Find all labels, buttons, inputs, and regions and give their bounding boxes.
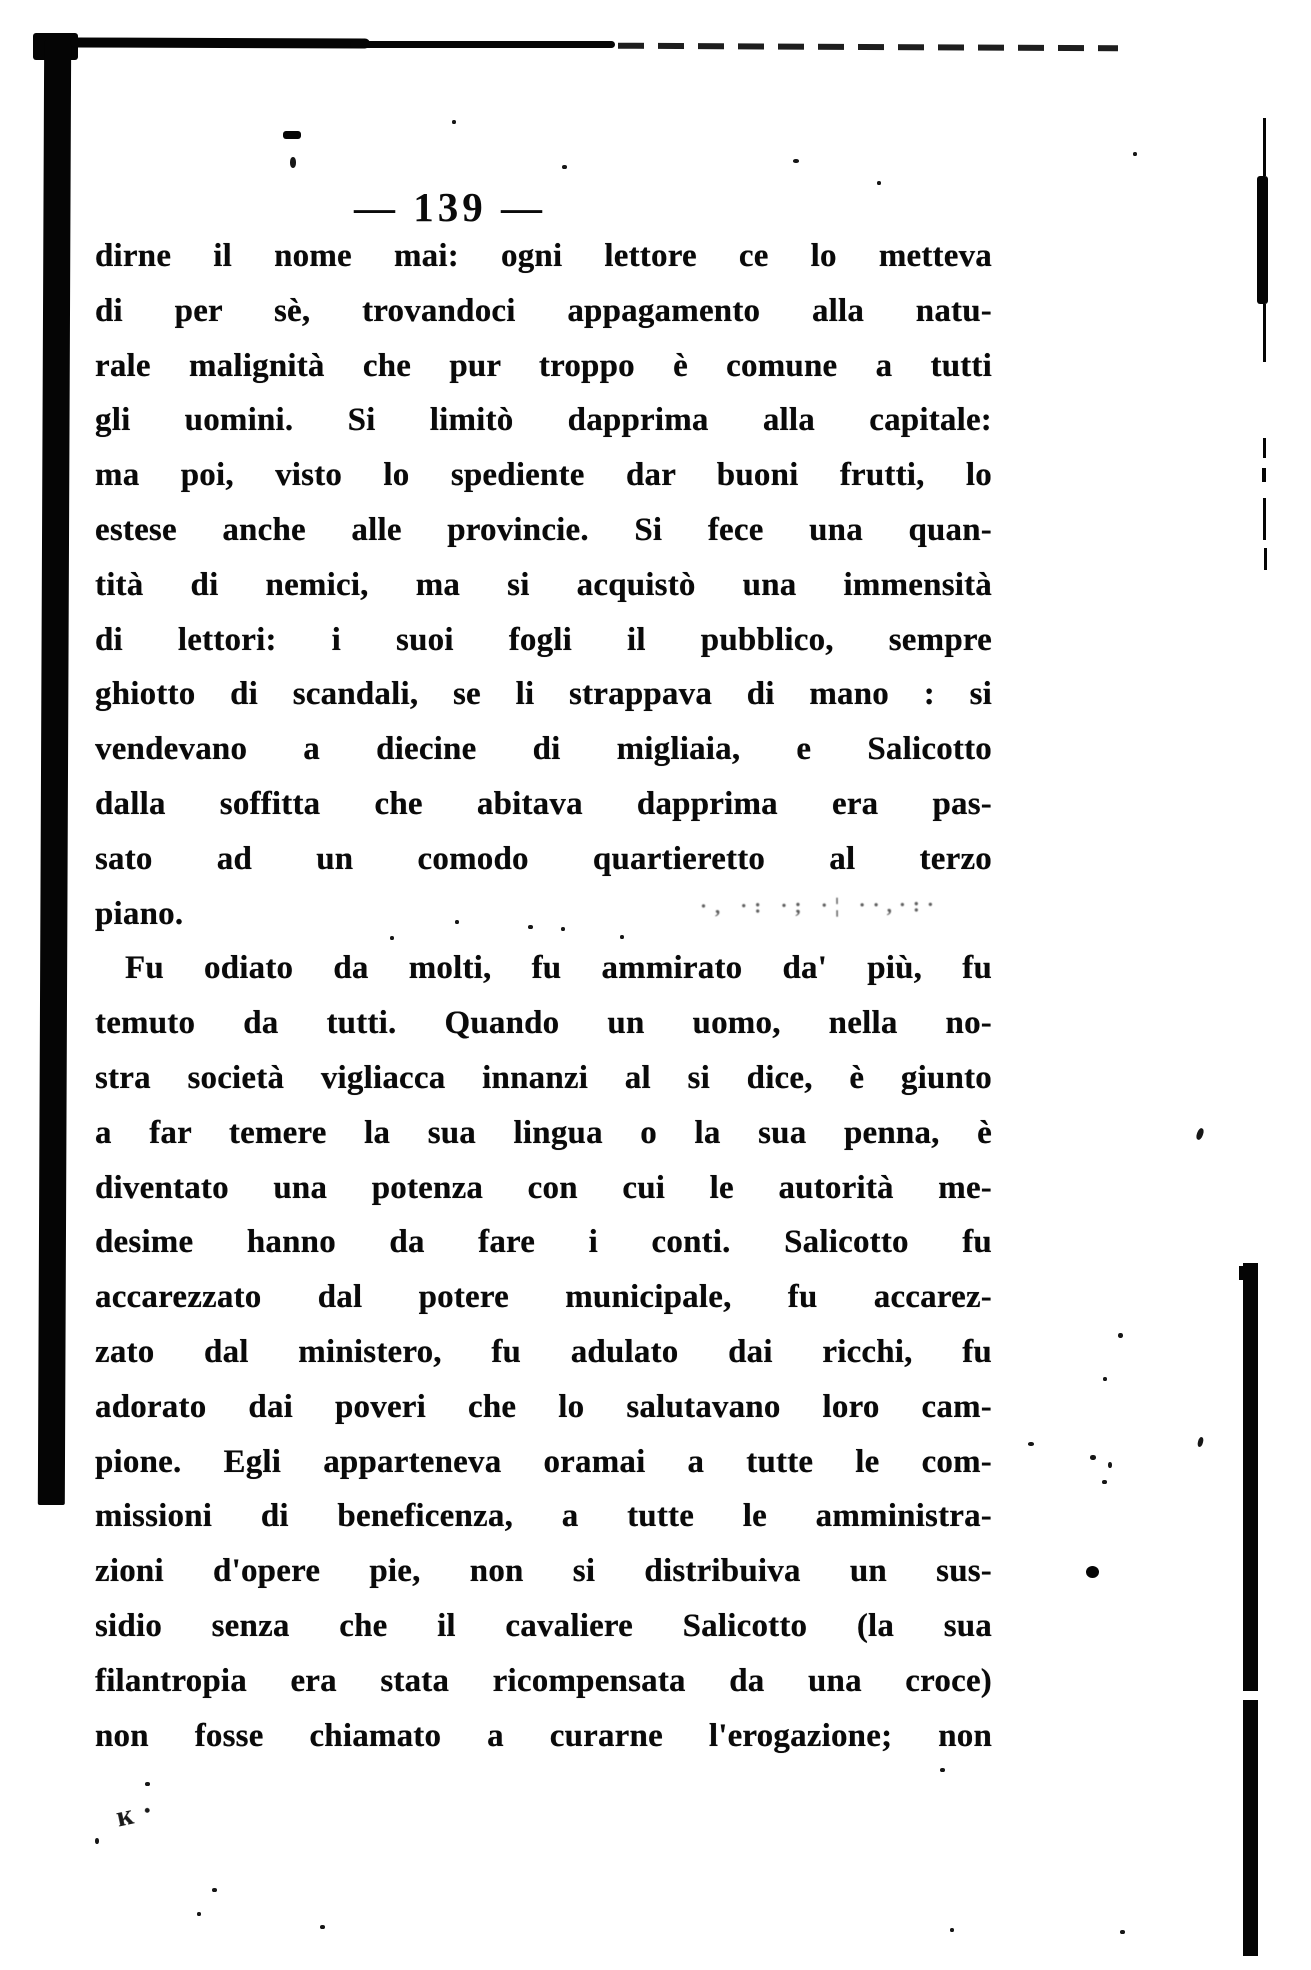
text-line: sidio senza che il cavaliere Salicotto (la sua <box>95 1607 992 1644</box>
ink-speck <box>283 131 301 139</box>
scan-artifact-right-line <box>1263 304 1266 362</box>
text-line: Fu odiato da molti, fu ammirato da' più, fu <box>125 950 992 987</box>
ink-speck <box>1197 1437 1204 1448</box>
ink-speck <box>290 157 296 168</box>
text-line: dalla soffitta che abitava dapprima era pas- <box>95 785 992 822</box>
stray-ink-mark: ĸ· <box>112 1791 166 1834</box>
scan-artifact-right-bar <box>1243 1263 1258 1691</box>
text-line: estese anche alle provincie. Si fece una quan- <box>95 511 992 548</box>
text-line: rale malignità che pur troppo è comune a tutti <box>95 347 992 384</box>
scan-artifact-right-line <box>1263 118 1266 176</box>
scan-artifact-right-line <box>1263 438 1266 458</box>
ink-speck <box>1103 1377 1107 1381</box>
ink-speck <box>1102 1480 1107 1484</box>
scan-artifact-left-bar <box>38 40 71 1505</box>
text-line: sato ad un comodo quartieretto al terzo <box>95 840 992 877</box>
text-line: missioni di beneficenza, a tutte le amministra- <box>95 1498 992 1535</box>
ink-speck <box>620 935 624 939</box>
page-number: — 139 — <box>354 184 546 230</box>
ink-speck <box>95 1838 99 1844</box>
text-line: desime hanno da fare i conti. Salicotto fu <box>95 1224 992 1261</box>
ink-speck <box>1028 1442 1034 1446</box>
text-line: vendevano a diecine di migliaia, e Salicotto <box>95 731 992 768</box>
ink-speck <box>561 927 565 931</box>
ink-speck <box>877 181 881 185</box>
ink-speck <box>320 1925 325 1929</box>
page-text-block <box>95 229 992 1763</box>
ink-speck <box>1120 1930 1125 1934</box>
scan-artifact-right-line <box>1262 468 1266 482</box>
ink-speck <box>145 1782 150 1786</box>
ink-speck <box>1090 1455 1096 1460</box>
ink-speck <box>1133 152 1137 156</box>
text-line: diventato una potenza con cui le autorità me- <box>95 1169 992 1206</box>
scan-artifact-right-bar <box>1243 1700 1258 1956</box>
text-line: gli uomini. Si limitò dapprima alla capitale: <box>95 402 992 439</box>
scan-artifact-top-dashed-streak <box>618 43 1118 52</box>
illegible-ink-smudge: ·‚ ·: ·; ·¦ ··,·:· <box>699 892 941 919</box>
text-line: filantropia era stata ricompensata da una croce) <box>95 1662 992 1699</box>
text-line: temuto da tutti. Quando un uomo, nella no- <box>95 1005 992 1042</box>
text-line: tità di nemici, ma si acquistò una immensità <box>95 566 992 603</box>
ink-speck <box>1108 1462 1112 1468</box>
text-line: accarezzato dal potere municipale, fu accarez- <box>95 1279 992 1316</box>
text-line: stra società vigliacca innanzi al si dice, è giunto <box>95 1059 992 1096</box>
scan-artifact-top-streak <box>70 37 370 48</box>
scan-artifact-right-line <box>1264 548 1267 570</box>
scan-artifact-top-streak <box>350 41 615 48</box>
ink-speck <box>1195 1127 1205 1140</box>
text-line: non fosse chiamato a curarne l'erogazione; non <box>95 1717 992 1754</box>
ink-speck <box>528 925 533 929</box>
scan-artifact-right-line <box>1257 176 1268 304</box>
ink-speck <box>212 1888 217 1892</box>
ink-speck <box>950 1928 954 1932</box>
ink-speck <box>562 165 567 169</box>
ink-speck <box>793 159 799 163</box>
text-line: a far temere la sua lingua o la sua penna, è <box>95 1114 992 1151</box>
text-line: zioni d'opere pie, non si distribuiva un sus- <box>95 1553 992 1590</box>
text-line: di per sè, trovandoci appagamento alla natu- <box>95 292 992 329</box>
text-line: ghiotto di scandali, se li strappava di mano : si <box>95 676 992 713</box>
text-line: adorato dai poveri che lo salutavano loro cam- <box>95 1388 992 1425</box>
scan-artifact-right-bar <box>1239 1266 1245 1280</box>
scan-artifact-right-line <box>1263 498 1266 540</box>
text-line: piano. <box>95 895 184 932</box>
ink-speck <box>940 1768 945 1772</box>
ink-speck <box>455 920 459 924</box>
ink-speck <box>390 936 394 940</box>
ink-speck <box>452 120 456 124</box>
text-line: zato dal ministero, fu adulato dai ricchi, fu <box>95 1333 992 1370</box>
ink-speck <box>197 1912 201 1916</box>
text-line: dirne il nome mai: ogni lettore ce lo metteva <box>95 238 992 274</box>
ink-blot <box>1086 1566 1099 1578</box>
text-line: di lettori: i suoi fogli il pubblico, sempre <box>95 621 992 658</box>
ink-speck <box>1118 1333 1123 1338</box>
text-line: ma poi, visto lo spediente dar buoni frutti, lo <box>95 457 992 494</box>
text-line: pione. Egli apparteneva oramai a tutte le com- <box>95 1443 992 1480</box>
